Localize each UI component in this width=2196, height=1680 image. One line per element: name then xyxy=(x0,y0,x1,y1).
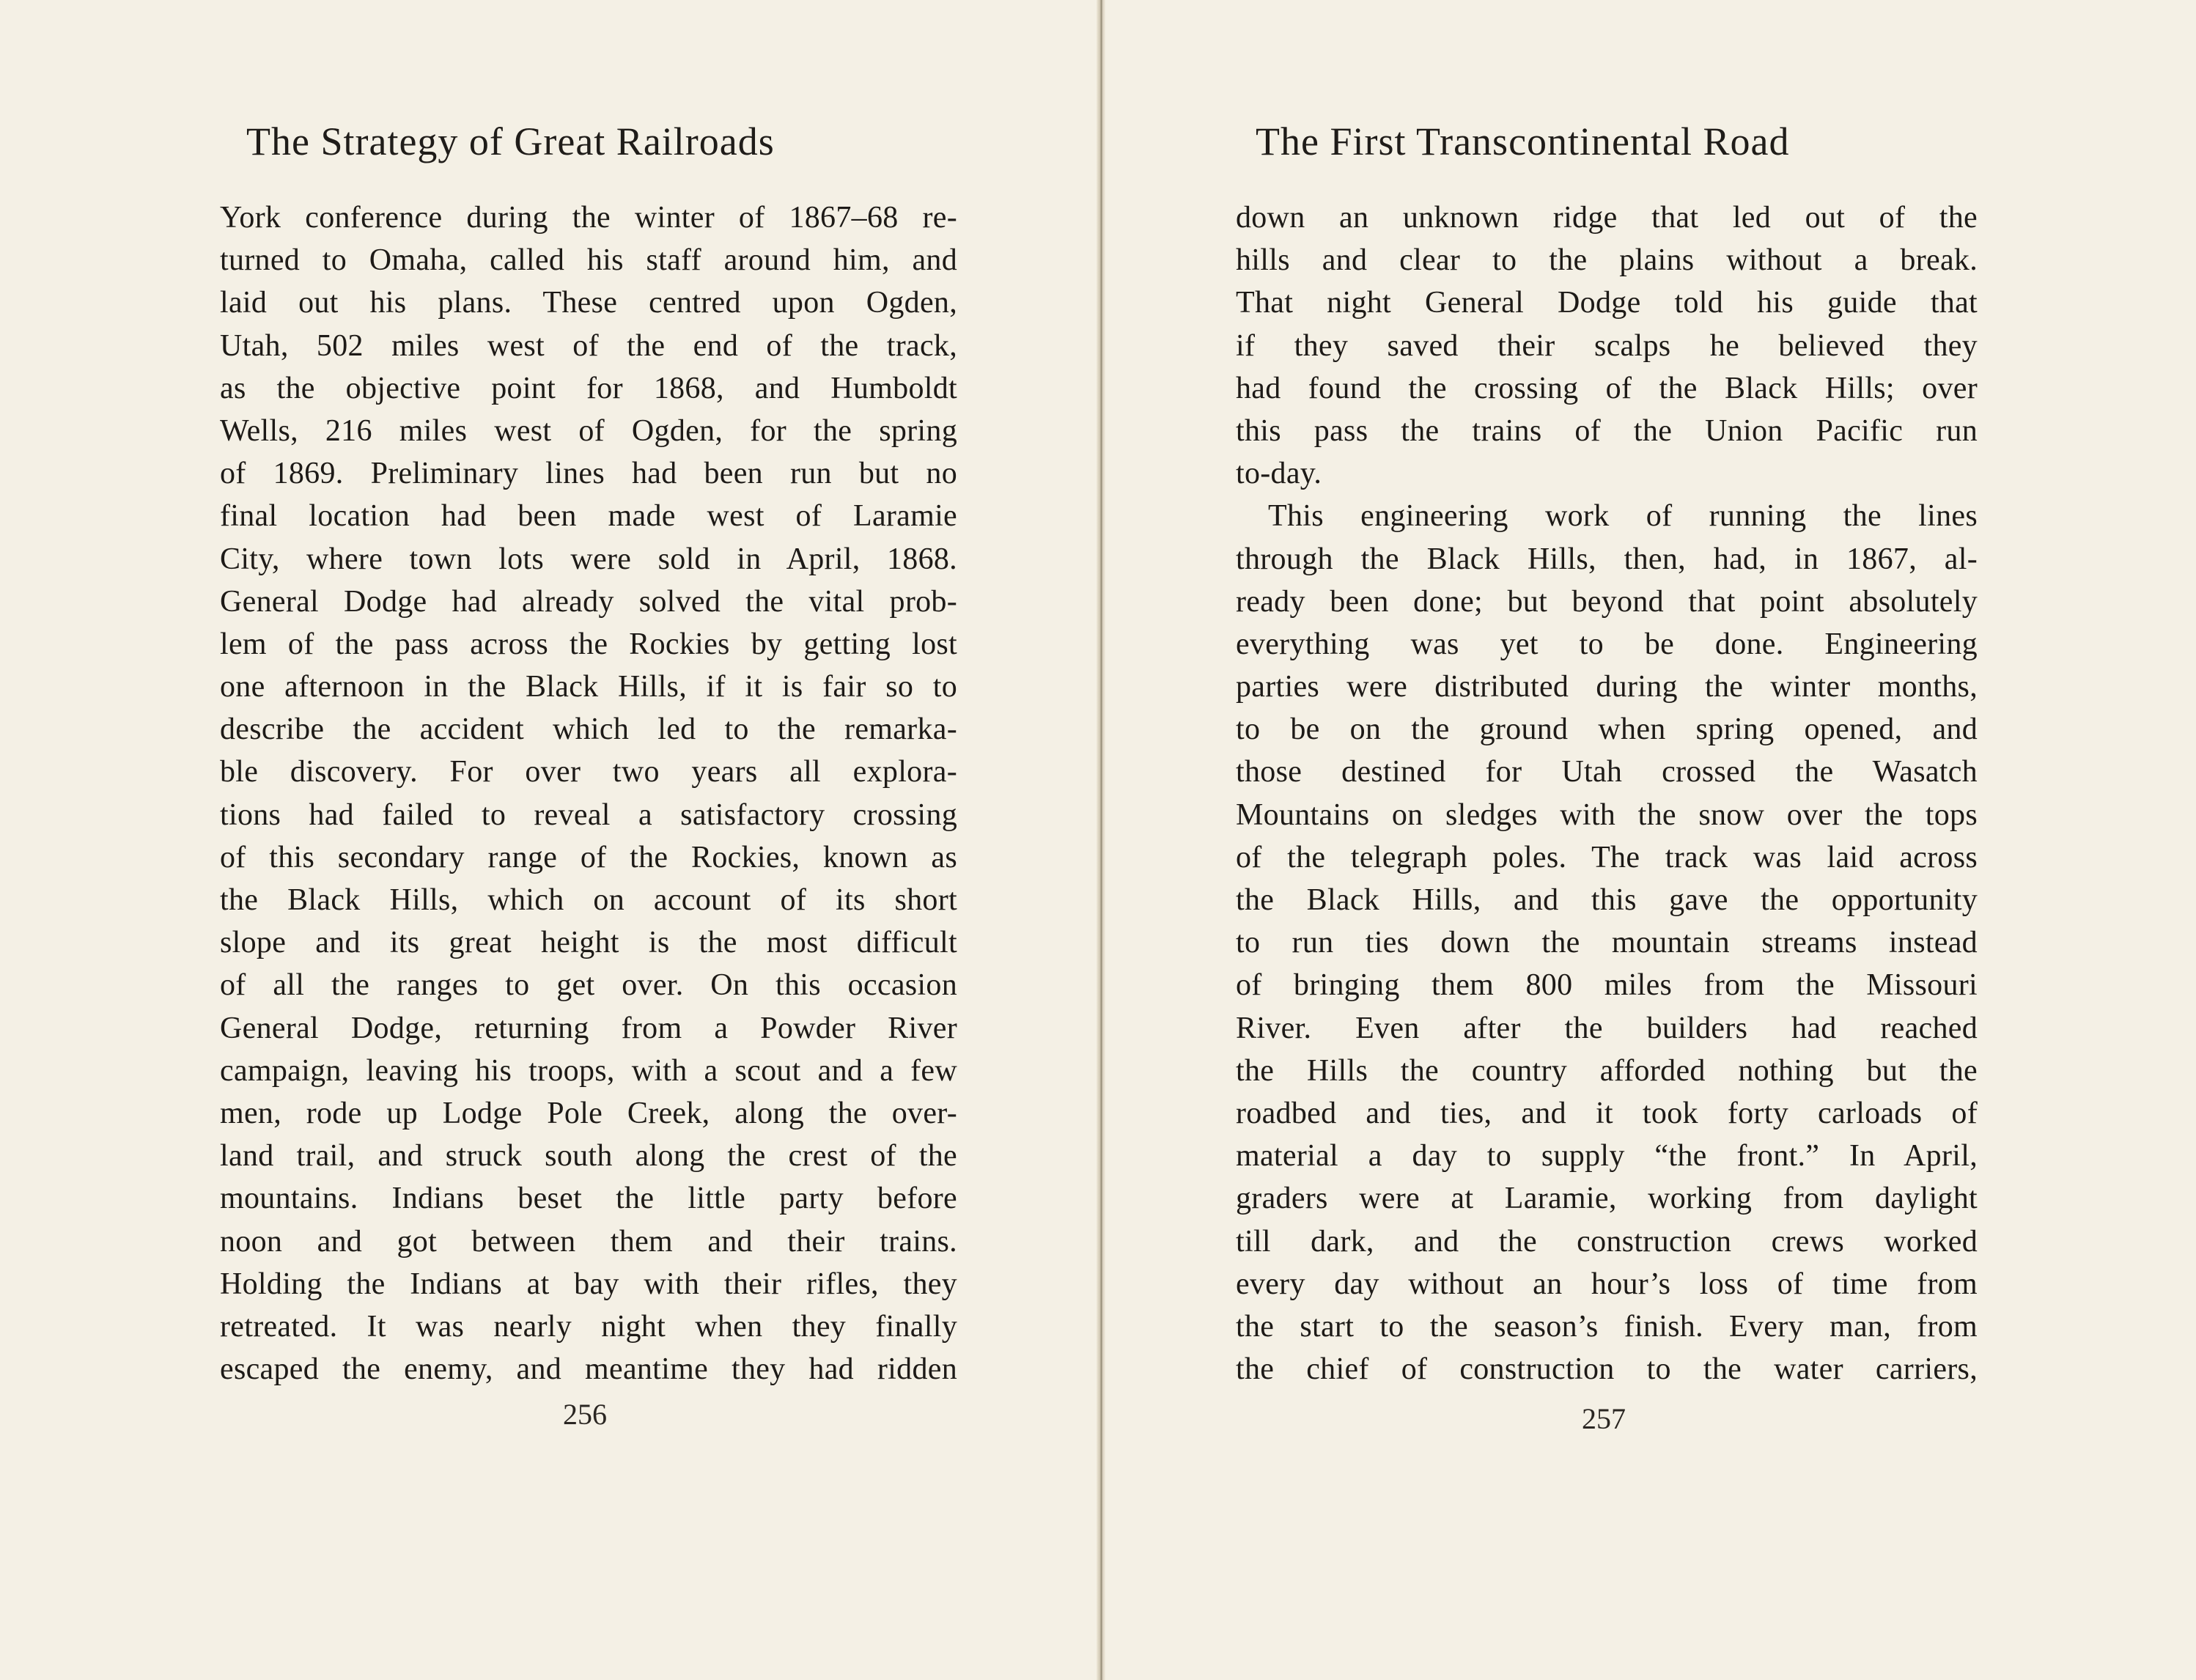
text-line: Mountains on sledges with the snow over the tops xyxy=(1236,797,1978,832)
text-line: General Dodge had already solved the vital prob- xyxy=(220,584,957,619)
text-line: roadbed and ties, and it took forty carloads of xyxy=(1236,1096,1978,1130)
text-line: Utah, 502 miles west of the end of the track, xyxy=(220,328,957,363)
text-line: describe the accident which led to the remarka- xyxy=(220,712,957,747)
right-page-number: 257 xyxy=(1582,1402,1626,1435)
text-line: till dark, and the construction crews worked xyxy=(1236,1224,1978,1259)
text-line: tions had failed to reveal a satisfactory crossing xyxy=(220,797,957,832)
left-body-text xyxy=(220,196,957,1390)
text-line: mountains. Indians beset the little party before xyxy=(220,1182,957,1216)
text-line: City, where town lots were sold in April, 1868. xyxy=(220,542,957,576)
text-line: through the Black Hills, then, had, in 1867, al- xyxy=(1236,542,1978,576)
text-line: ready been done; but beyond that point absolutely xyxy=(1236,584,1978,619)
text-line: River. Even after the builders had reached xyxy=(1236,1011,1978,1045)
text-line: That night General Dodge told his guide that xyxy=(1236,286,1978,320)
text-line: men, rode up Lodge Pole Creek, along the over- xyxy=(220,1096,957,1130)
text-line: of this secondary range of the Rockies, known as xyxy=(220,840,957,874)
text-line: of the telegraph poles. The track was laid across xyxy=(1236,840,1978,874)
text-line: the chief of construction to the water carriers, xyxy=(1236,1352,1978,1387)
text-line: Wells, 216 miles west of Ogden, for the spring xyxy=(220,413,957,448)
text-line: the Black Hills, which on account of its short xyxy=(220,883,957,917)
left-page xyxy=(0,0,1097,1680)
text-line: this pass the trains of the Union Pacific run xyxy=(1236,413,1978,448)
text-line: This engineering work of running the lines xyxy=(1268,499,1978,534)
text-line: retreated. It was nearly night when they finally xyxy=(220,1309,957,1344)
text-line: to be on the ground when spring opened, and xyxy=(1236,712,1978,747)
text-line: material a day to supply “the front.” In April, xyxy=(1236,1139,1978,1174)
text-line: the Hills the country afforded nothing but the xyxy=(1236,1053,1978,1088)
text-line: of all the ranges to get over. On this occasion xyxy=(220,968,957,1003)
text-line: slope and its great height is the most difficult xyxy=(220,926,957,960)
book-gutter xyxy=(1097,0,1105,1680)
text-line: everything was yet to be done. Engineering xyxy=(1236,627,1978,661)
text-line: noon and got between them and their trains. xyxy=(220,1224,957,1259)
right-running-head: The First Transcontinental Road xyxy=(1256,119,1790,163)
text-line: turned to Omaha, called his staff around him, and xyxy=(220,243,957,278)
right-page xyxy=(1105,0,2196,1680)
text-line: those destined for Utah crossed the Wasatch xyxy=(1236,755,1978,789)
text-line: the Black Hills, and this gave the opportunity xyxy=(1236,883,1978,917)
text-line: lem of the pass across the Rockies by getting lost xyxy=(220,627,957,661)
text-line: hills and clear to the plains without a break. xyxy=(1236,243,1978,278)
text-line: to-day. xyxy=(1236,457,1322,491)
text-line: of bringing them 800 miles from the Missouri xyxy=(1236,968,1978,1003)
text-line: York conference during the winter of 1867–68 re- xyxy=(220,201,957,235)
text-line: every day without an hour’s loss of time from xyxy=(1236,1267,1978,1301)
text-line: final location had been made west of Laramie xyxy=(220,499,957,534)
text-line: General Dodge, returning from a Powder River xyxy=(220,1011,957,1045)
text-line: down an unknown ridge that led out of the xyxy=(1236,201,1978,235)
text-line: parties were distributed during the winter months, xyxy=(1236,670,1978,704)
text-line: campaign, leaving his troops, with a scout and a few xyxy=(220,1053,957,1088)
text-line: of 1869. Preliminary lines had been run but no xyxy=(220,457,957,491)
text-line: laid out his plans. These centred upon Ogden, xyxy=(220,286,957,320)
text-line: to run ties down the mountain streams instead xyxy=(1236,926,1978,960)
text-line: Holding the Indians at bay with their rifles, they xyxy=(220,1267,957,1301)
text-line: ble discovery. For over two years all explora- xyxy=(220,755,957,789)
text-line: one afternoon in the Black Hills, if it is fair so to xyxy=(220,670,957,704)
text-line: escaped the enemy, and meantime they had ridden xyxy=(220,1352,957,1387)
text-line: graders were at Laramie, working from daylight xyxy=(1236,1182,1978,1216)
text-line: as the objective point for 1868, and Humboldt xyxy=(220,371,957,405)
text-line: had found the crossing of the Black Hills; over xyxy=(1236,371,1978,405)
text-line: the start to the season’s finish. Every man, from xyxy=(1236,1309,1978,1344)
left-page-number: 256 xyxy=(563,1398,607,1431)
text-line: land trail, and struck south along the crest of the xyxy=(220,1139,957,1174)
right-body-text xyxy=(1236,196,1978,1390)
left-running-head: The Strategy of Great Railroads xyxy=(246,119,775,163)
text-line: if they saved their scalps he believed they xyxy=(1236,328,1978,363)
